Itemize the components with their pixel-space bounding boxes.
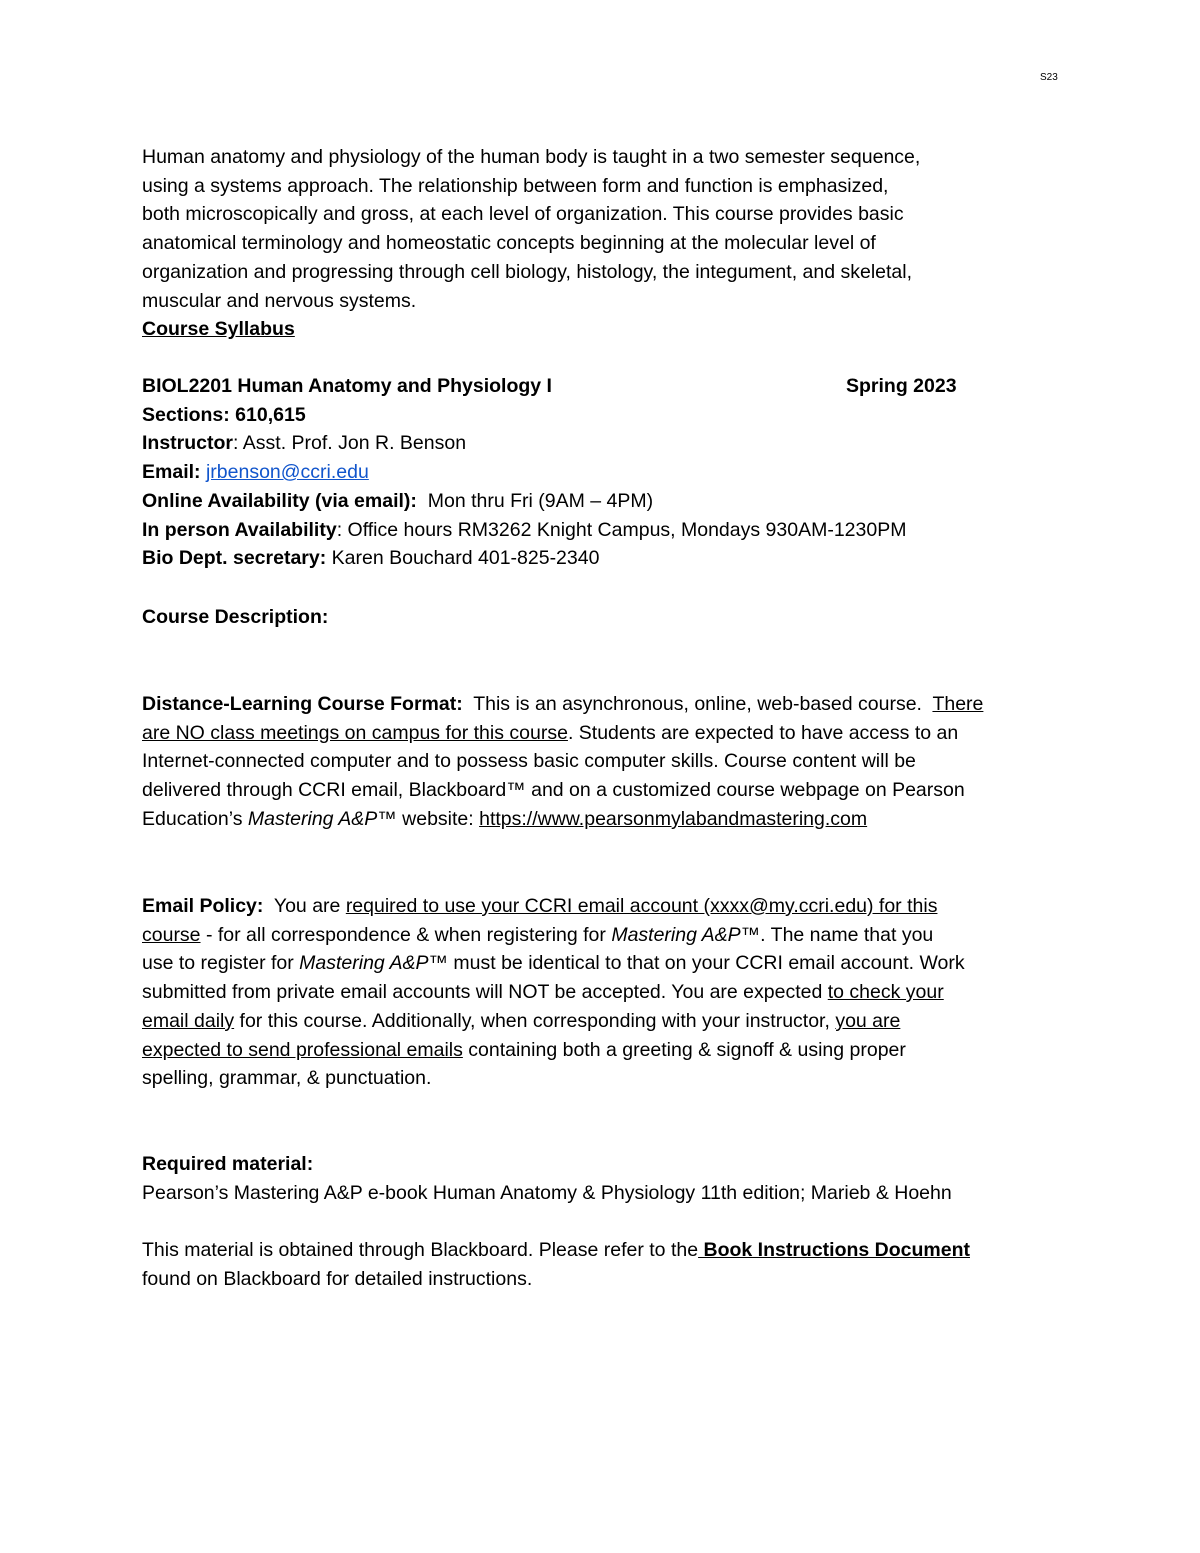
online-label: Online Availability (via email): (142, 489, 417, 512)
intro-paragraph (142, 143, 920, 344)
intro-line: using a systems approach. The relationship between form and function is emphasized, (142, 174, 889, 197)
policy-text: for this course. Additionally, when corresponding with your instructor, (234, 1009, 836, 1032)
intro-line: organization and progressing through cell biology, histology, the integument, and skeletal, (142, 260, 913, 283)
secretary-line (142, 544, 1042, 573)
intro-line: muscular and nervous systems. (142, 289, 417, 312)
course-title: BIOL2201 Human Anatomy and Physiology I (142, 375, 552, 397)
policy-underline: email daily (142, 1009, 235, 1032)
course-term: Spring 2023 (846, 375, 957, 397)
required-heading: Required material: (142, 1153, 314, 1175)
inperson-label: In person Availability (142, 518, 337, 541)
format-text: This is an asynchronous, online, web-based course. (473, 693, 922, 715)
policy-text: spelling, grammar, & punctuation. (142, 1067, 432, 1090)
policy-text: submitted from private email accounts will NOT be accepted. You are expected (142, 981, 828, 1004)
policy-underline: expected to send professional emails (142, 1038, 463, 1061)
format-text: Internet-connected computer and to possess basic computer skills. Course content will be (142, 750, 916, 773)
format-text: delivered through CCRI email, Blackboard™ and on a customized course webpage on Pearson (142, 779, 965, 802)
description-heading: Course Description: (142, 606, 329, 628)
format-underline: There (932, 693, 984, 715)
email-line (142, 458, 1042, 487)
instructor-label: Instructor (142, 432, 234, 455)
intro-line: anatomical terminology and homeostatic concepts beginning at the molecular level of (142, 232, 876, 255)
instructor-line (142, 429, 1042, 458)
policy-underline: to check your (827, 981, 944, 1004)
required-material-section (142, 1150, 1082, 1294)
format-paragraph (142, 690, 1062, 834)
format-italic: Mastering A&P™ (247, 807, 397, 830)
policy-italic: Mastering A&P™ (611, 923, 761, 946)
course-info (142, 372, 1042, 573)
page-code: S23 (1040, 72, 1058, 83)
inperson-value: : Office hours RM3262 Knight Campus, Mondays 930AM-1230PM (336, 518, 907, 541)
policy-underline: course (142, 923, 201, 946)
intro-line: Human anatomy and physiology of the human body is taught in a two semester sequence, (142, 146, 921, 168)
instructor-value: : Asst. Prof. Jon R. Benson (233, 432, 467, 455)
online-value: Mon thru Fri (9AM – 4PM) (427, 489, 654, 512)
format-underline: are NO class meetings on campus for this course (142, 721, 568, 744)
email-policy-label: Email Policy: (142, 895, 264, 917)
format-label: Distance-Learning Course Format: (142, 693, 463, 715)
required-note: This material is obtained through Blackboard. Please refer to the (142, 1239, 699, 1262)
policy-italic: Mastering A&P™ (299, 952, 448, 975)
syllabus-heading: Course Syllabus (142, 318, 295, 341)
email-policy-paragraph (142, 892, 1082, 1093)
policy-text: . The name that you (760, 923, 934, 946)
format-text: website: (396, 807, 480, 830)
policy-underline: required to use your CCRI email account (xxxx@my.ccri.edu) for this (345, 895, 938, 917)
policy-text: You are (273, 895, 346, 917)
secretary-value: Karen Bouchard 401-825-2340 (331, 547, 600, 570)
inperson-line (142, 516, 1042, 545)
intro-line: both microscopically and gross, at each level of organization. This course provides basic (142, 203, 904, 226)
policy-text: containing both a greeting & signoff & using proper (462, 1038, 906, 1061)
secretary-label: Bio Dept. secretary: (142, 547, 327, 570)
policy-text: use to register for (142, 952, 300, 975)
pearson-url-link[interactable]: https://www.pearsonmylabandmastering.com (479, 807, 868, 830)
format-text: Education’s (142, 807, 248, 830)
required-note: found on Blackboard for detailed instructions. (142, 1267, 533, 1290)
policy-text: - for all correspondence & when registering for (200, 923, 612, 946)
required-book: Pearson’s Mastering A&P e-book Human Anatomy & Physiology 11th edition; Marieb & Hoehn (142, 1181, 952, 1204)
policy-underline: you are (835, 1009, 901, 1032)
policy-text: must be identical to that on your CCRI email account. Work (448, 952, 965, 975)
email-link[interactable]: jrbenson@ccri.edu (205, 461, 369, 484)
format-text: . Students are expected to have access to an (567, 721, 959, 744)
book-instructions-link[interactable]: Book Instructions Document (698, 1239, 970, 1262)
online-line (142, 487, 1042, 516)
email-label: Email: (142, 461, 201, 484)
course-sections: Sections: 610,615 (142, 403, 306, 426)
